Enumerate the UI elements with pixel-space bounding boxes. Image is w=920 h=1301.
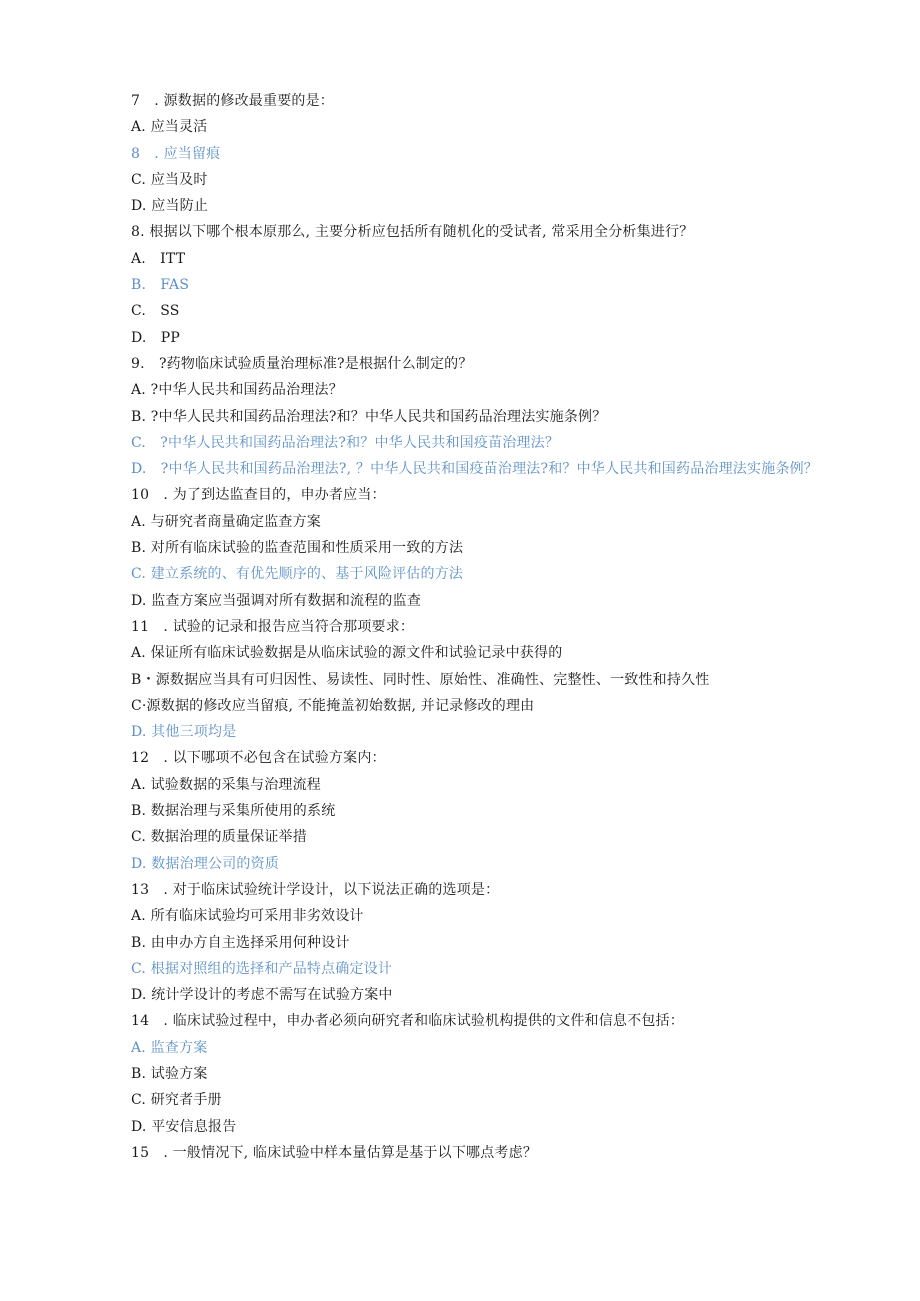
text-line: B. 试验方案 [131,1065,208,1082]
text-line: C. SS [131,303,180,320]
text-line: B・源数据应当具有可归因性、易读性、同时性、原始性、准确性、完整性、一致性和持久性 [131,671,710,688]
text-line: C·源数据的修改应当留痕, 不能掩盖初始数据, 并记录修改的理由 [131,697,535,714]
text-line: D. 平安信息报告 [131,1118,237,1135]
text-line: 12 . 以下哪项不必包含在试验方案内： [131,750,386,767]
text-line: B. 数据治理与采集所使用的系统 [131,803,336,820]
text-line: A. 试验数据的采集与治理流程 [131,776,322,793]
text-line: A. 应当灵活 [131,119,208,136]
text-line: D. 监查方案应当强调对所有数据和流程的监查 [131,592,422,609]
text-line: C. 研究者手册 [131,1092,222,1109]
answer-line-highlighted: C. ?中华人民共和国药品治理法?和？中华人民共和国疫苗治理法？ [131,434,560,451]
text-line: A. ?中华人民共和国药品治理法？ [131,382,343,399]
text-line: 9. ?药物临床试验质量治理标准?是根据什么制定的？ [131,355,473,372]
text-line: A. 所有临床试验均可采用非劣效设计 [131,908,364,925]
text-line: 11 . 试验的记录和报告应当符合那项要求： [131,618,415,635]
text-line: 13 . 对于临床试验统计学设计，以下说法正确的选项是： [131,881,500,898]
text-line: D. 应当防止 [131,198,209,215]
text-line: B. 对所有临床试验的监查范围和性质采用一致的方法 [131,540,464,557]
text-line: B. 由申办方自主选择采用何种设计 [131,934,350,951]
text-line: C. 数据治理的质量保证举措 [131,829,307,846]
answer-line-highlighted: C. 建立系统的、有优先顺序的、基于风险评估的方法 [131,566,464,583]
text-line: D. 统计学设计的考虑不需写在试验方案中 [131,987,393,1004]
answer-line-highlighted: D. 数据治理公司的资质 [131,855,280,872]
text-line: C. 应当及时 [131,171,208,188]
text-line: B. ?中华人民共和国药品治理法?和？中华人民共和国药品治理法实施条例？ [131,408,607,425]
text-line: 10 . 为了到达监查目的，申办者应当： [131,487,386,504]
answer-line-highlighted: 8 . 应当留痕 [131,145,221,162]
answer-line-highlighted: D. 其他三项均是 [131,724,237,741]
answer-line-highlighted: B. FAS [131,277,190,294]
answer-line-highlighted: A. 监查方案 [131,1039,208,1056]
text-line: 8. 根据以下哪个根本原那么, 主要分析应包括所有随机化的受试者, 常采用全分析集进行？ [131,224,694,241]
answer-line-highlighted: C. 根据对照组的选择和产品特点确定设计 [131,960,393,977]
text-line: 15 . 一般情况下, 临床试验中样本量估算是基于以下哪点考虑？ [131,1144,538,1161]
text-line: A. 保证所有临床试验数据是从临床试验的源文件和试验记录中获得的 [131,645,563,662]
answer-line-highlighted: D. ?中华人民共和国药品治理法?, ？中华人民共和国疫苗治理法?和？中华人民共和国药品治理法实施条例？ [131,461,818,478]
text-line: 7 . 源数据的修改最重要的是： [131,93,335,109]
text-line: 14 . 临床试验过程中，申办者必须向研究者和临床试验机构提供的文件和信息不包括： [131,1013,684,1030]
text-line: A. 与研究者商量确定监查方案 [131,513,322,530]
text-line: D. PP [131,329,181,346]
text-line: A. ITT [131,250,186,267]
question-list [131,88,891,1166]
